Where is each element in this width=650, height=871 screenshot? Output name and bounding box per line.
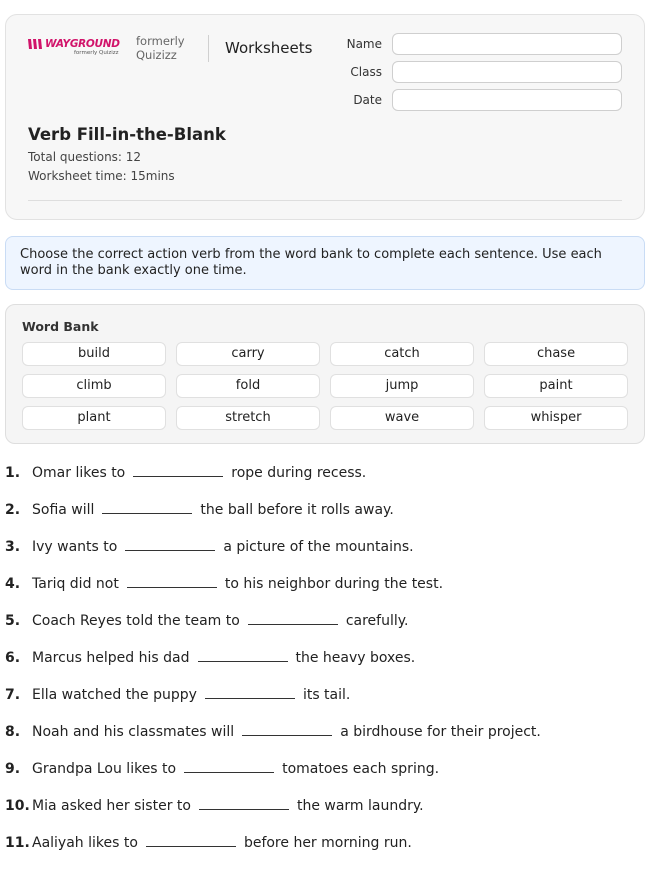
- answer-blank[interactable]: [127, 575, 217, 588]
- question-text-before: Marcus helped his dad: [32, 650, 190, 666]
- word-bank-word: build: [22, 342, 166, 366]
- name-label: Name: [346, 37, 382, 51]
- question-text-after: its tail.: [302, 687, 351, 703]
- question-number: 8.: [5, 724, 21, 740]
- question-text-after: the heavy boxes.: [295, 650, 416, 666]
- date-field[interactable]: [392, 89, 622, 111]
- word-bank-title: Word Bank: [22, 319, 99, 334]
- total-questions: Total questions: 12: [28, 150, 142, 164]
- question-text-before: Sofia will: [32, 502, 95, 518]
- question-row: [5, 612, 645, 649]
- question-row: [5, 797, 645, 834]
- instructions-box: Choose the correct action verb from the word bank to complete each sentence. Use each word in the bank exactly one time.: [5, 236, 645, 290]
- question-row: [5, 501, 645, 538]
- question-text-after: a birdhouse for their project.: [340, 724, 541, 740]
- section-label: Worksheets: [225, 39, 313, 57]
- question-row: [5, 538, 645, 575]
- word-bank-word: plant: [22, 406, 166, 430]
- word-bank-grid: [22, 342, 629, 430]
- word-bank-word: carry: [176, 342, 320, 366]
- word-bank-word: jump: [330, 374, 474, 398]
- word-bank: [5, 304, 645, 444]
- brand-subtitle: formerly Quizizz: [74, 50, 119, 56]
- worksheet-time: Worksheet time: 15mins: [28, 169, 175, 183]
- question-row: [5, 575, 645, 612]
- word-bank-word: climb: [22, 374, 166, 398]
- answer-blank[interactable]: [133, 464, 223, 477]
- question-number: 3.: [5, 539, 21, 555]
- question-text-before: Aaliyah likes to: [32, 835, 138, 851]
- word-bank-word: chase: [484, 342, 628, 366]
- answer-blank[interactable]: [242, 723, 332, 736]
- question-text-after: carefully.: [345, 613, 409, 629]
- word-bank-word: wave: [330, 406, 474, 430]
- question-text-before: Tariq did not: [32, 576, 119, 592]
- word-bank-word: whisper: [484, 406, 628, 430]
- question-text-before: Mia asked her sister to: [32, 798, 191, 814]
- question-number: 4.: [5, 576, 21, 592]
- question-text-after: rope during recess.: [231, 465, 367, 481]
- answer-blank[interactable]: [198, 649, 288, 662]
- question-number: 1.: [5, 465, 21, 481]
- answer-blank[interactable]: [199, 797, 289, 810]
- answer-blank[interactable]: [205, 686, 295, 699]
- answer-blank[interactable]: [248, 612, 338, 625]
- question-text-before: Noah and his classmates will: [32, 724, 235, 740]
- worksheet-title: Verb Fill-in-the-Blank: [28, 125, 226, 144]
- header-divider-line: [28, 200, 622, 201]
- answer-blank[interactable]: [125, 538, 215, 551]
- question-row: [5, 686, 645, 723]
- word-bank-word: paint: [484, 374, 628, 398]
- question-row: [5, 723, 645, 760]
- header-divider: [208, 35, 209, 62]
- question-text-before: Ivy wants to: [32, 539, 118, 555]
- question-text-after: tomatoes each spring.: [282, 761, 440, 777]
- question-text-before: Omar likes to: [32, 465, 126, 481]
- question-row: [5, 649, 645, 686]
- question-number: 5.: [5, 613, 21, 629]
- question-row: [5, 834, 645, 871]
- question-text-after: before her morning run.: [243, 835, 412, 851]
- question-number: 2.: [5, 502, 21, 518]
- question-text-before: Ella watched the puppy: [32, 687, 197, 703]
- name-field[interactable]: [392, 33, 622, 55]
- question-number: 11.: [5, 835, 30, 851]
- question-text-after: a picture of the mountains.: [223, 539, 414, 555]
- question-row: [5, 464, 645, 501]
- formerly-quizizz-text: formerly Quizizz: [136, 34, 185, 62]
- class-label: Class: [350, 65, 382, 79]
- question-number: 9.: [5, 761, 21, 777]
- word-bank-word: stretch: [176, 406, 320, 430]
- answer-blank[interactable]: [146, 834, 236, 847]
- question-text-after: the ball before it rolls away.: [200, 502, 394, 518]
- question-number: 10.: [5, 798, 30, 814]
- answer-blank[interactable]: [102, 501, 192, 514]
- question-text-before: Grandpa Lou likes to: [32, 761, 177, 777]
- date-label: Date: [353, 93, 382, 107]
- word-bank-word: catch: [330, 342, 474, 366]
- class-field[interactable]: [392, 61, 622, 83]
- brand-logo: [28, 38, 122, 60]
- question-number: 7.: [5, 687, 21, 703]
- question-list: [5, 464, 645, 871]
- brand-name: WAYGROUND: [45, 38, 120, 50]
- question-text-before: Coach Reyes told the team to: [32, 613, 240, 629]
- question-number: 6.: [5, 650, 21, 666]
- word-bank-word: fold: [176, 374, 320, 398]
- question-text-after: the warm laundry.: [296, 798, 424, 814]
- question-row: [5, 760, 645, 797]
- question-text-after: to his neighbor during the test.: [224, 576, 444, 592]
- wayground-logo-icon: [28, 39, 42, 49]
- answer-blank[interactable]: [184, 760, 274, 773]
